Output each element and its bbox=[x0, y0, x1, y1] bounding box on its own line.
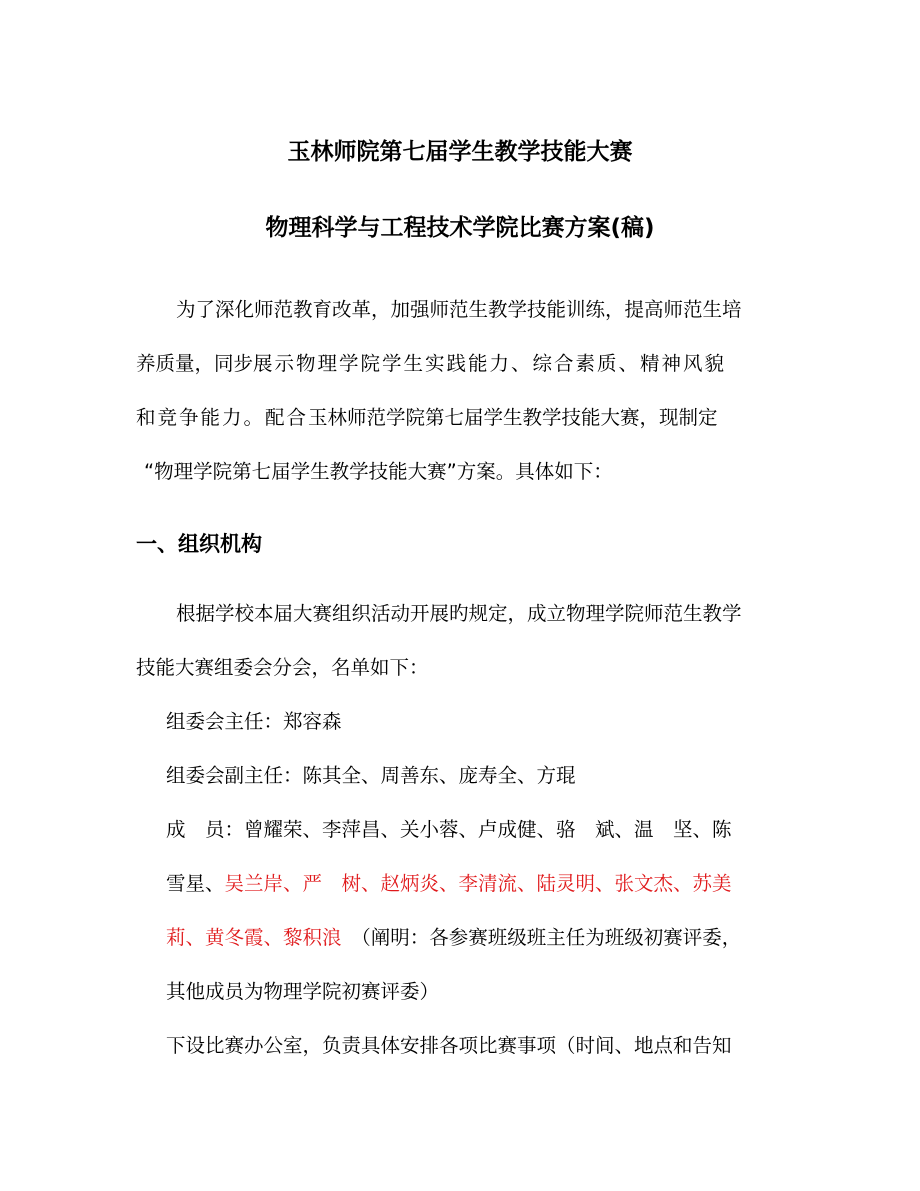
members-line-2-part-b: 吴兰岸、严 树、赵炳炎、李清流、陆灵明、张文杰、苏美 bbox=[224, 872, 732, 895]
committee-members-line-4: 其他成员为物理学院初赛评委） bbox=[166, 980, 440, 1003]
document-title-line2: 物理科学与工程技术学院比赛方案(稿) bbox=[265, 215, 655, 241]
committee-members-line-3 bbox=[166, 924, 741, 952]
members-line-3-part-a: 莉、黄冬霞、黎积浪 bbox=[166, 926, 342, 949]
intro-line-2-part-a: 养质量，同步 bbox=[136, 352, 254, 375]
committee-vice-chair: 组委会副主任：陈其全、周善东、庞寿全、方琨 bbox=[166, 764, 576, 787]
section-1-para-line-1: 根据学校本届大赛组织活动开展旳规定，成立物理学院师范生教学 bbox=[176, 602, 742, 625]
intro-line-3-part-b: 玉林师范学院第七届学生教学技能大赛，现制定 bbox=[308, 406, 718, 429]
intro-line-2-part-b: 展示物理学院学生实践能力、综合素质、精神风貌 bbox=[253, 352, 727, 375]
committee-members-line-1: 成 员：曾耀荣、李萍昌、关小蓉、卢成健、骆 斌、温 坚、陈 bbox=[166, 818, 732, 841]
intro-line-3-part-a: 和竞争能力。配合 bbox=[136, 406, 309, 429]
document-title-line1: 玉林师院第七届学生教学技能大赛 bbox=[287, 139, 633, 165]
intro-line-2 bbox=[136, 350, 726, 378]
committee-members-line-2 bbox=[166, 870, 732, 898]
section-1-para-line-2: 技能大赛组委会分会，名单如下： bbox=[136, 656, 429, 679]
intro-line-3 bbox=[136, 404, 718, 432]
members-line-3-part-b: （阐明：各参赛班级班主任为班级初赛评委， bbox=[341, 926, 742, 949]
office-line-1: 下设比赛办公室，负责具体安排各项比赛事项（时间、地点和告知 bbox=[166, 1034, 732, 1057]
section-1-heading: 一、组织机构 bbox=[136, 532, 262, 556]
intro-line-1: 为了深化师范教育改革，加强师范生教学技能训练，提高师范生培 bbox=[176, 298, 742, 321]
members-line-2-part-a: 雪星、 bbox=[166, 872, 225, 895]
intro-line-4: “物理学院第七届学生教学技能大赛”方案。具体如下： bbox=[144, 460, 613, 483]
committee-chair: 组委会主任：郑容森 bbox=[166, 710, 342, 733]
